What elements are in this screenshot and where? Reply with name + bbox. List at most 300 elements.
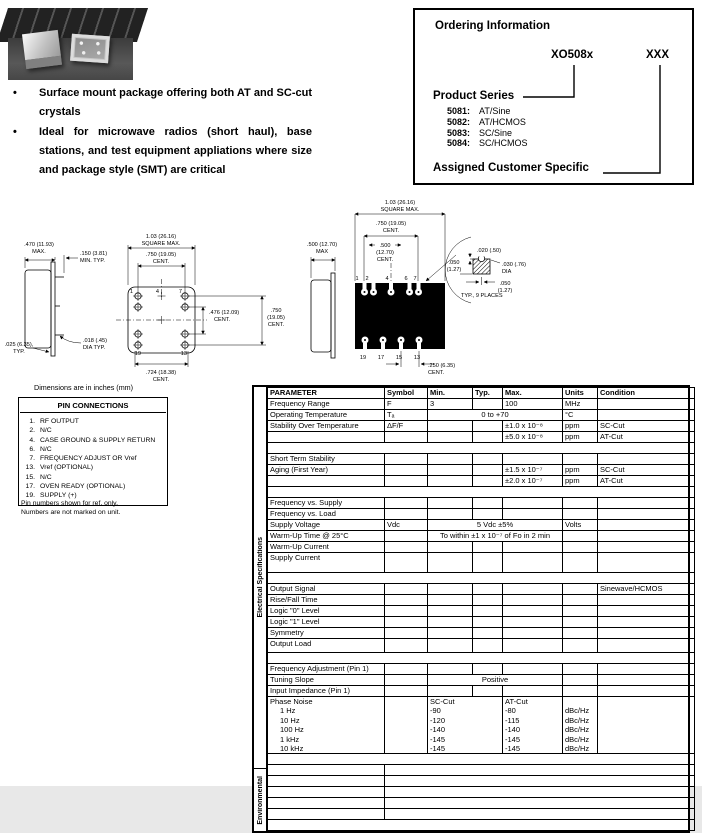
dim-750-right-label: .750 xyxy=(270,308,282,314)
cell-max xyxy=(503,606,563,617)
cell-max xyxy=(503,454,563,465)
spec-subline: dBc/Hz xyxy=(565,715,590,725)
cell-units xyxy=(563,509,598,520)
spec-subline: Phase Noise xyxy=(270,697,313,706)
cell-symbol xyxy=(385,542,428,553)
dim-050-bot-label2: (1.27) xyxy=(497,288,513,294)
bullet-marker: • xyxy=(13,126,17,138)
cell-parameter xyxy=(268,697,385,754)
cell-parameter: Stability Over Temperature xyxy=(268,421,385,432)
series-item xyxy=(447,106,528,117)
cell-condition xyxy=(598,595,695,606)
cell-units xyxy=(563,628,598,639)
dimensions-note: Dimensions are in inches (mm) xyxy=(34,383,134,392)
cell-min xyxy=(428,509,473,520)
cell-parameter: Aging (First Year) xyxy=(268,465,385,476)
cell-max xyxy=(503,498,563,509)
cell-symbol xyxy=(385,553,428,573)
spec-subline xyxy=(565,697,595,706)
spec-row-std xyxy=(268,639,695,653)
spec-row-env2 xyxy=(268,787,695,798)
dim-500-max-label2: MAX xyxy=(315,249,329,255)
spec-subline: -90 xyxy=(430,706,441,716)
cell-parameter: Frequency vs. Supply xyxy=(268,498,385,509)
cell-max: ±1.5 x 10⁻⁷ xyxy=(503,465,563,476)
header-condition: Condition xyxy=(598,388,695,399)
dim-050-bot-label: .050 xyxy=(499,281,511,287)
cell-sc-cut xyxy=(428,697,503,754)
spec-row-env2 xyxy=(268,809,695,820)
cell-min xyxy=(428,432,473,443)
dim-030-label: .030 (.76) xyxy=(502,262,526,268)
spec-subline: -145 xyxy=(430,743,446,753)
bullet-text: Ideal for microwave radios (short haul), base stations, and test equipment appliations where size and package style (SMT) are critical xyxy=(39,126,312,176)
dim-750-right-label3: CENT. xyxy=(267,322,285,328)
spec-row-std xyxy=(268,542,695,553)
env-row xyxy=(268,754,695,765)
cell-units: Volts xyxy=(563,520,598,531)
feature-bullets xyxy=(10,84,312,181)
cell-symbol xyxy=(385,454,428,465)
cell-symbol xyxy=(385,675,428,686)
cell-parameter: Operating Temperature xyxy=(268,410,385,421)
series-item xyxy=(447,128,528,139)
cell-units xyxy=(563,675,598,686)
cell-max xyxy=(503,664,563,675)
cell-typ xyxy=(473,617,503,628)
cell-units xyxy=(563,498,598,509)
spec-subline: SC-Cut xyxy=(430,697,455,706)
env-param xyxy=(268,765,385,776)
env-param xyxy=(268,809,385,820)
side-view-2 xyxy=(307,242,337,358)
cell-max: ±2.0 x 10⁻⁷ xyxy=(503,476,563,487)
pin-footnote-line2: Numbers are not marked on unit. xyxy=(21,509,121,516)
header-units: Units xyxy=(563,388,598,399)
bullet-item xyxy=(10,84,312,122)
cell-parameter: Warm-Up Time @ 25°C xyxy=(268,531,385,542)
cell-parameter xyxy=(268,432,385,443)
pin-row xyxy=(21,436,164,445)
spec-row-gap xyxy=(268,487,695,498)
env-value xyxy=(385,776,695,787)
env-value xyxy=(385,809,695,820)
dim-050-left-label2: (1.27) xyxy=(446,267,462,273)
cell-condition xyxy=(598,542,695,553)
pin-number: 4. xyxy=(29,436,35,444)
cell-units xyxy=(563,454,598,465)
section-environmental xyxy=(254,768,266,831)
series-name: AT/Sine xyxy=(479,106,511,116)
cell-symbol xyxy=(385,465,428,476)
spec-row-gap xyxy=(268,653,695,664)
header-symbol: Symbol xyxy=(385,388,428,399)
pin-label: 1 xyxy=(355,276,359,282)
pin-function: RF OUTPUT xyxy=(40,418,79,425)
cell-units xyxy=(563,584,598,595)
cell-typ xyxy=(473,454,503,465)
env-row xyxy=(268,820,695,831)
dim-150-label2: MIN. TYP. xyxy=(80,258,105,264)
series-code: 5083: xyxy=(447,127,471,138)
cell-units: MHz xyxy=(563,399,598,410)
dim-103-label2: SQUARE MAX. xyxy=(141,241,181,247)
pin-label: 13 xyxy=(413,355,421,361)
cell-condition xyxy=(598,399,695,410)
pad-typ-note: TYP., 9 PLACES xyxy=(461,293,503,299)
spec-subline: dBc/Hz xyxy=(565,706,590,716)
cell-units: ppm xyxy=(563,465,598,476)
section-strip xyxy=(254,387,267,831)
pin-label: 1 xyxy=(129,289,133,295)
spec-row-std xyxy=(268,664,695,675)
series-code: 5081: xyxy=(447,106,471,116)
header-parameter: PARAMETER xyxy=(268,388,385,399)
cell-symbol: ΔF/F xyxy=(385,421,428,432)
pin-number: 19. xyxy=(25,492,35,500)
spec-row-std xyxy=(268,595,695,606)
cell-condition xyxy=(598,675,695,686)
cell-max: ±5.0 x 10⁻⁸ xyxy=(503,432,563,443)
dim-724-label2: CENT. xyxy=(152,377,170,383)
cell-typ xyxy=(473,595,503,606)
cell-parameter: Frequency Range xyxy=(268,399,385,410)
product-series-label: Product Series xyxy=(433,90,515,102)
series-name: SC/HCMOS xyxy=(479,138,528,149)
dim-018-label2: DIA TYP. xyxy=(83,345,106,351)
cell-parameter: Frequency vs. Load xyxy=(268,509,385,520)
spec-row-pn xyxy=(268,697,695,754)
cell-parameter: Short Term Stability xyxy=(268,454,385,465)
spec-row-std xyxy=(268,432,695,443)
spec-subline: -140 xyxy=(430,725,446,735)
cell-condition xyxy=(598,639,695,653)
dim-750b-label: .750 (19.05) xyxy=(375,221,407,227)
cell-parameter: Supply Current xyxy=(268,553,385,573)
dim-250-label2: CENT. xyxy=(428,370,445,376)
cell-min xyxy=(428,542,473,553)
spec-subline: -145 xyxy=(430,734,446,744)
spec-row-std xyxy=(268,617,695,628)
cell-condition xyxy=(598,617,695,628)
cell-symbol: Vdc xyxy=(385,520,428,531)
dim-500c-label2: (12.70) xyxy=(376,250,394,256)
header-max: Max. xyxy=(503,388,563,399)
cell-min xyxy=(428,595,473,606)
smt-package-closed xyxy=(22,30,62,69)
pin-label: 17 xyxy=(377,355,385,361)
spec-subline: -115 xyxy=(505,715,520,725)
top-view xyxy=(355,200,455,376)
pin-number: 13. xyxy=(25,464,35,472)
cell-min xyxy=(428,584,473,595)
cell-parameter: Input Impedance (Pin 1) xyxy=(268,686,385,697)
cell-symbol xyxy=(385,606,428,617)
cell-typ xyxy=(473,399,503,410)
dim-724-label: .724 (18.38) xyxy=(145,370,177,376)
dim-500c-label3: CENT. xyxy=(376,257,394,263)
cell-units: ppm xyxy=(563,476,598,487)
cell-condition xyxy=(598,531,695,542)
smt-package-open xyxy=(70,34,110,64)
cell-parameter: Logic "0" Level xyxy=(268,606,385,617)
spec-subline: 100 Hz xyxy=(280,725,304,735)
cell-typ xyxy=(473,421,503,432)
pin-row xyxy=(21,473,164,482)
pin-footnote-line1: Pin numbers shown for ref. only. xyxy=(21,500,118,507)
spec-grid xyxy=(267,387,695,831)
cell-condition xyxy=(598,606,695,617)
spec-row-envfull xyxy=(268,820,695,831)
bottom-view xyxy=(116,234,285,383)
spec-subline: dBc/Hz xyxy=(565,734,590,744)
pin-label: 19 xyxy=(359,355,367,361)
spec-row-std xyxy=(268,584,695,595)
cell-max: ±1.0 x 10⁻⁸ xyxy=(503,421,563,432)
cell-min: 3 xyxy=(428,399,473,410)
package-cavity xyxy=(74,38,105,59)
pin-label: 6 xyxy=(404,276,408,282)
cell-max xyxy=(503,509,563,520)
series-name: AT/HCMOS xyxy=(479,116,526,127)
section-environmental-label: Environmental xyxy=(256,776,264,825)
cell-typ xyxy=(473,476,503,487)
cell-typ xyxy=(473,584,503,595)
cell-min xyxy=(428,454,473,465)
cell-parameter xyxy=(268,476,385,487)
pin-function: SUPPLY (+) xyxy=(40,492,77,500)
pin-connections-box xyxy=(18,397,168,506)
cell-max xyxy=(503,686,563,697)
pin-label: 19 xyxy=(134,351,141,357)
spec-row-envfull xyxy=(268,754,695,765)
cell-value-span: Positive xyxy=(428,675,563,686)
pin-function: FREQUENCY ADJUST OR Vref xyxy=(40,455,137,463)
dim-470-label: .470 (11.93) xyxy=(24,242,54,248)
pin-number: 17. xyxy=(25,483,35,491)
spec-subline: -145 xyxy=(505,734,521,744)
model-code: XO508x xyxy=(551,49,594,61)
spacer-row xyxy=(268,487,695,498)
pin-function: Vref (OPTIONAL) xyxy=(40,464,93,472)
cell-typ xyxy=(473,509,503,520)
pin-row xyxy=(21,417,164,426)
cell-condition: Sinewave/HCMOS xyxy=(598,584,695,595)
cell-max xyxy=(503,553,563,573)
cell-typ xyxy=(473,639,503,653)
pin-number: 1. xyxy=(29,418,35,425)
cell-symbol xyxy=(385,664,428,675)
cell-typ xyxy=(473,553,503,573)
cell-units xyxy=(563,664,598,675)
cell-symbol xyxy=(385,531,428,542)
section-electrical-label: Electrical Specifications xyxy=(256,537,264,618)
spec-row-env2 xyxy=(268,798,695,809)
cell-typ xyxy=(473,664,503,675)
pin-footnote xyxy=(21,499,120,517)
spacer-row xyxy=(268,653,695,664)
product-photo xyxy=(8,8,133,80)
spec-row-gap xyxy=(268,573,695,584)
cell-condition xyxy=(598,498,695,509)
cell-units xyxy=(563,531,598,542)
cell-min xyxy=(428,606,473,617)
cell-units xyxy=(563,542,598,553)
dim-750b-label2: CENT. xyxy=(382,228,400,234)
pin-label: 7 xyxy=(178,289,182,295)
cell-units xyxy=(563,617,598,628)
pin-function: OVEN READY (OPTIONAL) xyxy=(40,483,126,491)
pin-connections-title: PIN CONNECTIONS xyxy=(20,399,166,413)
cell-units xyxy=(563,606,598,617)
spec-row-gap xyxy=(268,443,695,454)
spacer-row xyxy=(268,573,695,584)
pin-label: 15 xyxy=(395,355,403,361)
spec-subline: dBc/Hz xyxy=(565,743,590,753)
cell-max xyxy=(503,542,563,553)
ordering-information-box xyxy=(413,8,694,185)
header-typ: Typ. xyxy=(473,388,503,399)
cell-parameter: Supply Voltage xyxy=(268,520,385,531)
pin-row xyxy=(21,482,164,491)
spacer-row xyxy=(268,443,695,454)
cell-units: °C xyxy=(563,410,598,421)
spec-subline: 1 kHz xyxy=(280,734,300,744)
cell-typ xyxy=(473,542,503,553)
cell-max xyxy=(503,628,563,639)
cell-symbol xyxy=(385,697,428,754)
spec-subline: 10 Hz xyxy=(280,715,300,725)
cell-symbol xyxy=(385,628,428,639)
pin-row xyxy=(21,454,164,463)
env-value xyxy=(385,798,695,809)
cell-max xyxy=(503,617,563,628)
cell-min xyxy=(428,476,473,487)
cell-min xyxy=(428,617,473,628)
cell-max xyxy=(503,595,563,606)
cell-symbol: F xyxy=(385,399,428,410)
pin-number: 15. xyxy=(25,473,35,481)
cell-value-span: To within ±1 x 10⁻⁷ of Fo in 2 min xyxy=(428,531,563,542)
pin-label: 2 xyxy=(365,276,369,282)
cell-symbol xyxy=(385,595,428,606)
spec-row-std xyxy=(268,553,695,573)
cell-min xyxy=(428,639,473,653)
specifications-table xyxy=(252,385,690,833)
cell-condition xyxy=(598,553,695,573)
cell-condition xyxy=(598,686,695,697)
spec-row-std xyxy=(268,399,695,410)
cell-parameter: Logic "1" Level xyxy=(268,617,385,628)
series-code: 5082: xyxy=(447,116,471,127)
cell-min xyxy=(428,628,473,639)
cell-condition xyxy=(598,664,695,675)
pin-row xyxy=(21,445,164,454)
dim-150-label: .150 (3.81) xyxy=(80,251,108,257)
cell-condition: SC-Cut xyxy=(598,465,695,476)
cell-max xyxy=(503,584,563,595)
spec-subline: AT-Cut xyxy=(505,697,528,706)
dim-476-label: .476 (12.09) xyxy=(209,310,240,316)
cell-symbol xyxy=(385,498,428,509)
cell-symbol xyxy=(385,509,428,520)
dim-025-label2: TYP. xyxy=(13,349,25,355)
pin-number: 2. xyxy=(29,427,35,435)
env-param xyxy=(268,798,385,809)
cell-typ xyxy=(473,686,503,697)
cell-min xyxy=(428,421,473,432)
cell-min xyxy=(428,686,473,697)
env-param xyxy=(268,787,385,798)
pin-function: CASE GROUND & SUPPLY RETURN xyxy=(40,436,156,444)
spec-row-std xyxy=(268,476,695,487)
cell-value-span: 5 Vdc ±5% xyxy=(428,520,563,531)
cell-condition xyxy=(598,509,695,520)
cell-max: 100 xyxy=(503,399,563,410)
pin-row xyxy=(21,463,164,472)
dim-030-label2: DIA xyxy=(502,269,512,275)
side-view-1 xyxy=(5,242,107,356)
cell-condition: SC-Cut xyxy=(598,421,695,432)
cell-parameter: Symmetry xyxy=(268,628,385,639)
pin-function: N/C xyxy=(40,473,52,481)
cell-parameter: Output Signal xyxy=(268,584,385,595)
cell-units: ppm xyxy=(563,432,598,443)
pin-label: 7 xyxy=(413,276,417,282)
series-name: SC/Sine xyxy=(479,127,513,138)
cell-symbol xyxy=(385,639,428,653)
dim-470-label2: MAX. xyxy=(32,249,46,255)
cell-units xyxy=(563,553,598,573)
pin-label: 13 xyxy=(180,351,187,357)
spec-row-std xyxy=(268,628,695,639)
spec-row-span xyxy=(268,675,695,686)
cell-symbol xyxy=(385,476,428,487)
cell-condition xyxy=(598,520,695,531)
pin-function: N/C xyxy=(40,445,52,453)
cell-symbol xyxy=(385,584,428,595)
series-item xyxy=(447,138,528,149)
cell-symbol xyxy=(385,686,428,697)
cell-units xyxy=(563,639,598,653)
spec-row-std xyxy=(268,509,695,520)
spec-row-std xyxy=(268,454,695,465)
spec-subline: dBc/Hz xyxy=(565,725,590,735)
cell-parameter: Tuning Slope xyxy=(268,675,385,686)
spec-row-span xyxy=(268,410,695,421)
cell-condition: AT-Cut xyxy=(598,476,695,487)
cell-symbol xyxy=(385,617,428,628)
bullet-item xyxy=(10,123,312,180)
cell-condition xyxy=(598,454,695,465)
dim-103b-label2: SQUARE MAX. xyxy=(380,207,420,213)
cell-max xyxy=(503,639,563,653)
cell-units: ppm xyxy=(563,421,598,432)
dim-500-max-label: .500 (12.70) xyxy=(306,242,338,248)
series-code: 5084: xyxy=(447,138,471,149)
dim-103-label: 1.03 (26.16) xyxy=(145,234,177,240)
spec-subline: 10 kHz xyxy=(280,743,304,753)
cell-units xyxy=(563,697,598,754)
spec-subline: -120 xyxy=(430,715,446,725)
spec-subline: 1 Hz xyxy=(280,706,296,716)
bullet-marker: • xyxy=(13,87,17,99)
dim-020-label: .020 (.50) xyxy=(477,248,501,254)
env-value xyxy=(385,765,695,776)
customer-specific-label: Assigned Customer Specific xyxy=(433,162,589,174)
spec-row-env2 xyxy=(268,765,695,776)
cell-typ xyxy=(473,628,503,639)
